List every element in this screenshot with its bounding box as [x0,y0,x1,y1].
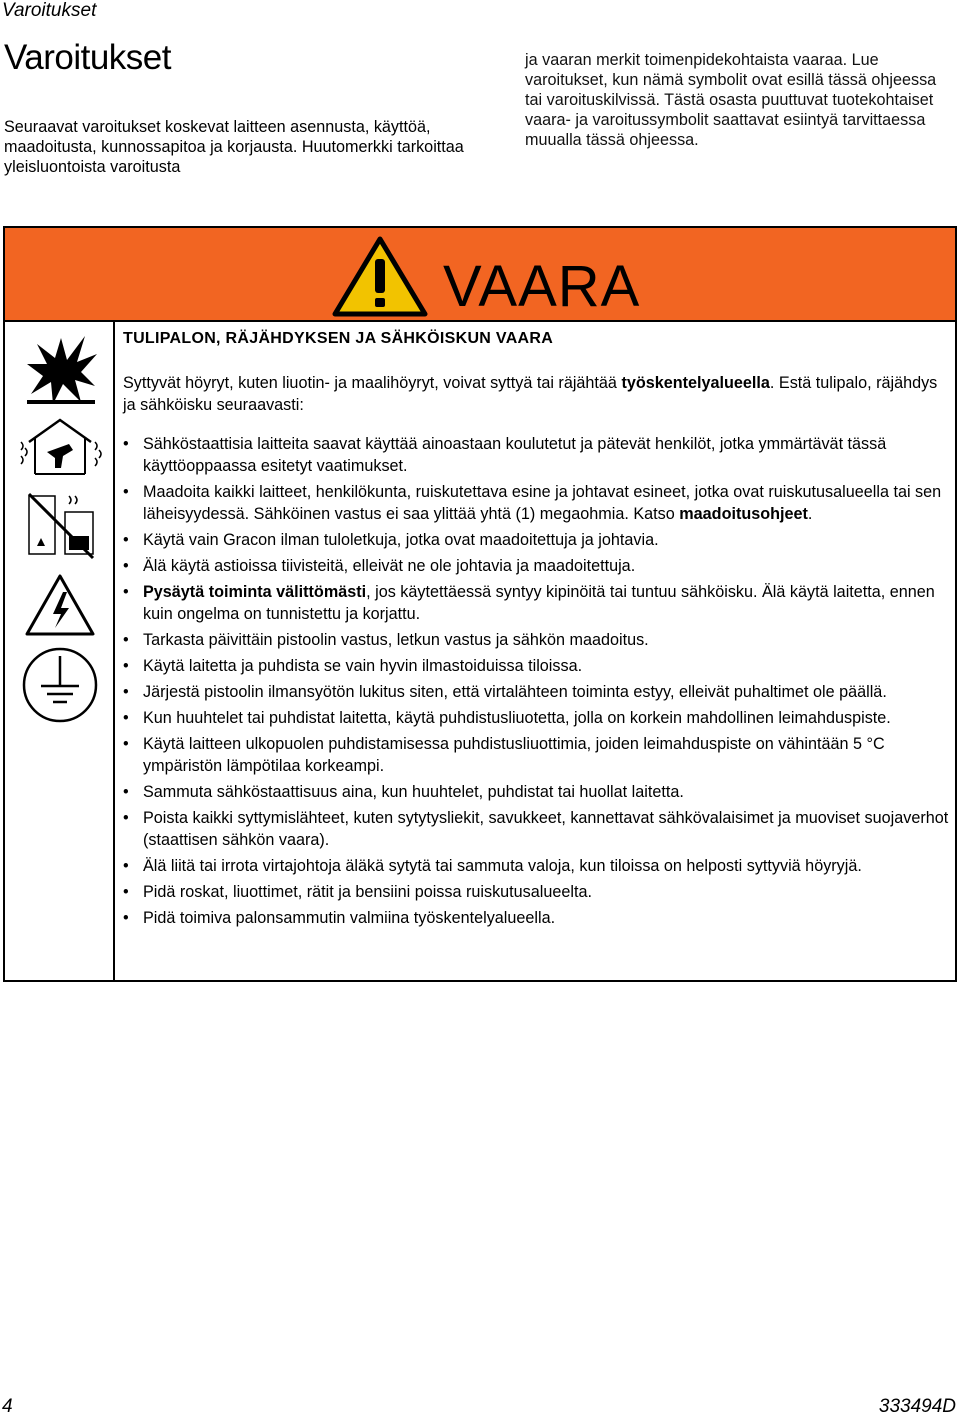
list-item-text: Käytä vain Gracon ilman tuloletkuja, jotka ovat maadoitettuja ja johtavia. [143,531,659,549]
list-item-text: Älä käytä astioissa tiivisteitä, elleivät ne ole johtavia ja maadoitettuja. [143,557,636,575]
list-item [123,855,953,877]
list-item [123,681,953,703]
list-item-text: Käytä laitteen ulkopuolen puhdistamisessa puhdistusliuottimia, joiden leimahduspiste on vähintään 5 °C ympäristön lämpötilaa korkeampi. [143,735,885,775]
list-item-text: Tarkasta päivittäin pistoolin vastus, letkun vastus ja sähkön maadoitus. [143,631,649,649]
list-item-text: Älä liitä tai irrota virtajohtoja äläkä sytytä tai sammuta valoja, kun tiloissa on helposti syttyviä höyryjä. [143,857,862,875]
list-item [123,555,953,577]
list-item-text: Poista kaikki syttymislähteet, kuten sytytysliekit, savukkeet, kannettavat sähkövalaisimet ja muoviset suojaverhot (staattisen sähkön vaara). [143,809,949,849]
list-item [123,655,953,677]
list-item [123,707,953,729]
danger-warning-box [3,226,957,982]
list-item [123,529,953,551]
warning-content [123,326,953,933]
list-item-text: Maadoita kaikki laitteet, henkilökunta, ruiskutettava esine ja johtavat esineet, jotka ovat ruiskutusalueella tai sen läheisyydessä. Sähköinen vastus ei saa ylittää yhtä (1) megaohmia. Katso [143,483,942,523]
work-area-term: työskentelyalueella [621,374,770,392]
grounding-instructions-reference: maadoitusohjeet [679,505,808,523]
signal-word: VAARA [443,254,641,319]
list-item [123,907,953,929]
list-item [123,481,953,525]
warning-header-bar [5,228,955,322]
page-number: 4 [2,1396,13,1417]
warning-triangle-icon [332,235,428,317]
spray-vapor-icon [17,416,103,480]
hazard-intro-text-end: . Estä tulipalo, räjähdys ja sähköisku seuraavasti: [123,374,938,414]
explosion-icon [23,330,99,406]
list-item-text: Pidä toimiva palonsammutin valmiina työskentelyalueella. [143,909,556,927]
document-number: 333494D [878,1396,956,1417]
ground-icon [21,646,99,724]
hazard-intro [123,372,953,416]
list-item-text: Käytä laitetta ja puhdista se vain hyvin ilmastoiduissa tiloissa. [143,657,583,675]
list-item [123,629,953,651]
running-header: Varoitukset [2,0,97,21]
hazard-intro-text: Syttyvät höyryt, kuten liuotin- ja maalihöyryt, voivat syttyä tai räjähtää [123,374,622,392]
intro-paragraph-right: ja vaaran merkit toimenpidekohtaista vaaraa. Lue varoitukset, kun nämä symbolit ovat esillä tässä ohjeessa tai varoituskilvissä. Tästä osasta puuttuvat tuotekohtaiset vaara- ja varoitussymbolit saattavat esiintyä tarvittaessa muualla tässä ohjeessa. [525,51,937,149]
list-item [123,781,953,803]
page-title: Varoitukset [4,38,171,77]
list-item [123,733,953,777]
list-item-text: Kun huuhtelet tai puhdistat laitetta, käytä puhdistusliuotetta, jolla on korkein mahdollinen leimahduspiste. [143,709,891,727]
no-ignition-icon [25,490,97,562]
stop-immediately-term: Pysäytä toiminta välittömästi [143,583,367,601]
list-item [123,433,953,477]
list-item-text-end: . [807,505,813,523]
hazard-icon-column [5,322,115,980]
list-item-text: Pidä roskat, liuottimet, rätit ja bensiini poissa ruiskutusalueelta. [143,883,592,901]
list-item-text: Sammuta sähköstaattisuus aina, kun huuhtelet, puhdistat tai huollat laitetta. [143,783,684,801]
list-item [123,881,953,903]
electric-shock-icon [23,572,97,638]
list-item-text: , jos käytettäessä syntyy kipinöitä tai tuntuu sähköisku. Älä käytä laitetta, ennen kuin ongelma on tunnistettu ja korjattu. [143,583,935,623]
intro-paragraph-left: Seuraavat varoitukset koskevat laitteen asennusta, käyttöä, maadoitusta, kunnossapitoa ja korjausta. Huutomerkki tarkoittaa yleisluontoista varoitusta [4,118,464,176]
list-item-text: Järjestä pistoolin ilmansyötön lukitus siten, että virtalähteen toiminta estyy, elleivät puhaltimet ole päällä. [143,683,887,701]
precaution-list [123,433,953,929]
list-item [123,581,953,625]
hazard-title: TULIPALON, RÄJÄHDYKSEN JA SÄHKÖISKUN VAARA [123,330,554,347]
list-item-text: Sähköstaattisia laitteita saavat käyttää ainoastaan koulutetut ja pätevät henkilöt, jotka ymmärtävät tässä käyttöoppaassa esitetyt vaatimukset. [143,435,887,475]
list-item [123,807,953,851]
